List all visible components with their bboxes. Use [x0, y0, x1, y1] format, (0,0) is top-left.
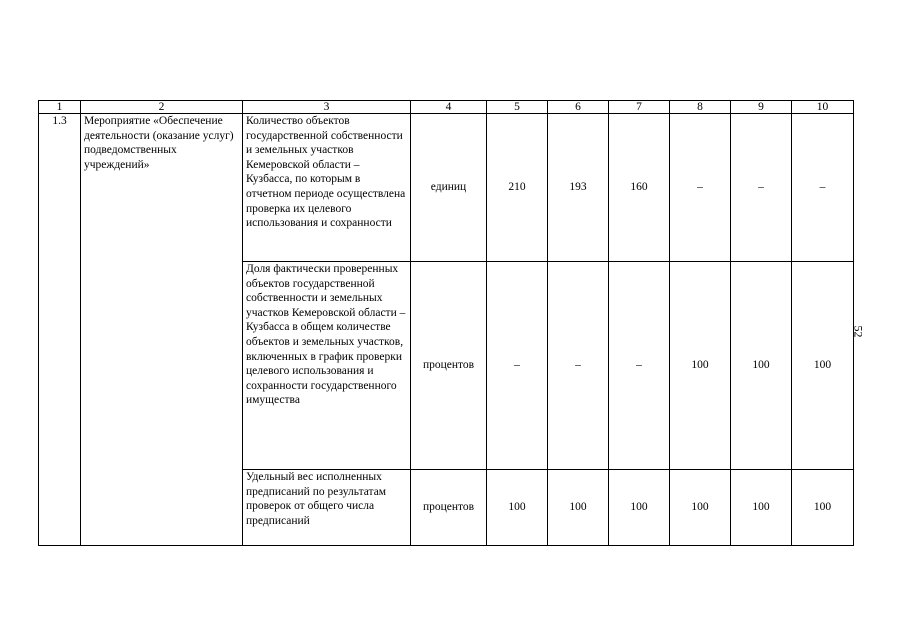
- value-cell: –: [548, 262, 609, 470]
- table-row: [39, 114, 854, 262]
- header-cell: 8: [670, 101, 731, 114]
- unit-cell: единиц: [411, 114, 487, 262]
- value-cell: 100: [792, 470, 854, 546]
- value-cell: 100: [670, 470, 731, 546]
- indicator-name: Доля фактически проверенных объектов государственной собственности и земельных участков Кемеровской области – Кузбасса в общем количестве объектов и земельных участков, включенных в график проверки целевого использования и сохранности государственного имущества: [243, 262, 411, 470]
- value-cell: 100: [670, 262, 731, 470]
- header-row: [39, 101, 854, 114]
- header-cell: 10: [792, 101, 854, 114]
- indicator-name: Количество объектов государственной собственности и земельных участков Кемеровской области – Кузбасса, по которым в отчетном периоде осуществлена проверка их целевого использования и сохранности: [243, 114, 411, 262]
- value-cell: –: [487, 262, 548, 470]
- unit-cell: процентов: [411, 470, 487, 546]
- header-cell: 4: [411, 101, 487, 114]
- value-cell: 210: [487, 114, 548, 262]
- value-cell: –: [731, 114, 792, 262]
- value-cell: 100: [487, 470, 548, 546]
- indicators-table: [38, 100, 854, 546]
- item-number: 1.3: [39, 114, 81, 546]
- value-cell: 100: [731, 262, 792, 470]
- header-cell: 6: [548, 101, 609, 114]
- value-cell: 193: [548, 114, 609, 262]
- item-name: Мероприятие «Обеспечение деятельности (оказание услуг) подведомственных учреждений»: [81, 114, 243, 546]
- header-cell: 3: [243, 101, 411, 114]
- value-cell: –: [670, 114, 731, 262]
- header-cell: 9: [731, 101, 792, 114]
- header-cell: 2: [81, 101, 243, 114]
- indicator-name: Удельный вес исполненных предписаний по результатам проверок от общего числа предписаний: [243, 470, 411, 546]
- value-cell: 100: [731, 470, 792, 546]
- value-cell: –: [792, 114, 854, 262]
- header-cell: 1: [39, 101, 81, 114]
- unit-cell: процентов: [411, 262, 487, 470]
- value-cell: 100: [792, 262, 854, 470]
- value-cell: 160: [609, 114, 670, 262]
- value-cell: 100: [548, 470, 609, 546]
- value-cell: 100: [609, 470, 670, 546]
- header-cell: 7: [609, 101, 670, 114]
- header-cell: 5: [487, 101, 548, 114]
- value-cell: –: [609, 262, 670, 470]
- page-number: 52: [851, 325, 866, 338]
